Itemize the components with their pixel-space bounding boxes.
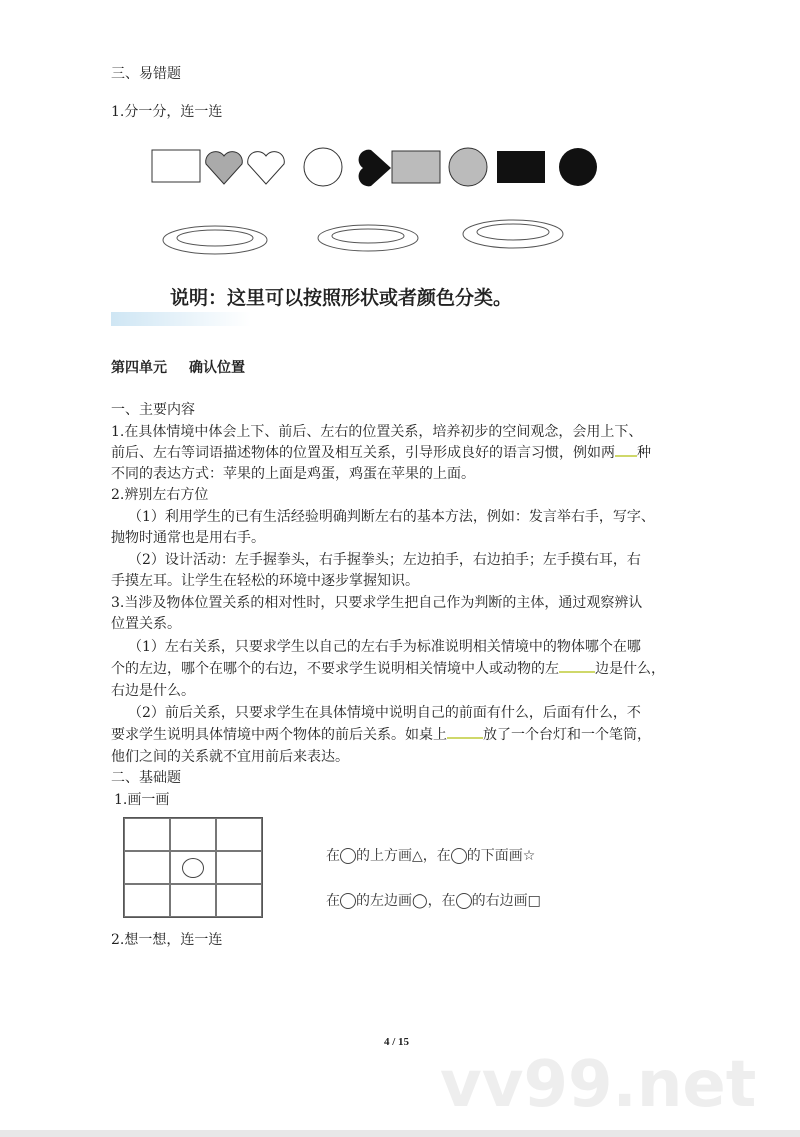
apple-icon [451,848,467,864]
apple-icon [456,893,472,909]
section-title: 三、易错题 [111,66,181,82]
heart-gray [206,152,243,184]
shapes-figure [150,140,600,270]
circle-black [559,148,597,186]
circle-gray [449,148,487,186]
decorative-band [111,312,251,326]
text-line: 他们之间的关系就不宜用前后来表达。 [111,749,349,765]
page-number: 4 / 15 [384,1036,410,1048]
text-line: （2）前后关系，只要求学生在具体情境中说明自己的前面有什么，后面有什么，不 [128,705,641,721]
text-line: 3.当涉及物体位置关系的相对性时，只要求学生把自己作为判断的主体，通过观察辨认 [111,595,643,611]
note-text: 说明：这里可以按照形状或者颜色分类。 [170,287,513,309]
text-line: 要求学生说明具体情境中两个物体的前后关系。如桌上 放了一个台灯和一个笔筒， [111,727,651,743]
apple-icon [340,893,356,909]
question-title: 1.分一分，连一连 [111,104,223,120]
unit-title [111,358,245,379]
basic-heading: 二、基础题 [111,770,181,786]
main-heading: 一、主要内容 [111,402,195,418]
question-title: 1.画一画 [114,792,170,808]
text-line: （1）利用学生的已有生活经验明确判断左右的基本方法，例如：发言举右手，写字、 [128,509,655,525]
text-line: 2.辨别左右方位 [111,487,209,503]
heart-black [359,150,391,187]
rectangle-white [152,150,200,182]
text-line: （1）左右关系，只要求学生以自己的左右手为标准说明相关情境中的物体哪个在哪 [128,639,641,655]
drawing-grid [123,817,263,918]
rectangle-black [497,151,545,183]
page-bottom-edge [0,1130,800,1137]
text-line: 1.在具体情境中体会上下、前后、左右的位置关系，培养初步的空间观念，会用上下、 [111,424,643,440]
text-line: 右边是什么。 [111,683,195,699]
text-line: 抛物时通常也是用右手。 [111,530,265,546]
rectangle-gray [392,151,440,183]
text-line: 不同的表达方式：苹果的上面是鸡蛋，鸡蛋在苹果的上面。 [111,466,475,482]
text-line: 个的左边，哪个在哪个的右边，不要求学生说明相关情境中人或动物的左 边是什么， [111,661,665,677]
text-line: 手摸左耳。让学生在轻松的环境中逐步掌握知识。 [111,573,419,589]
apple-icon [182,858,204,878]
unit-subtitle: 确认位置 [189,360,245,376]
heart-white [248,152,285,184]
apple-icon [340,848,356,864]
circle-white [304,148,342,186]
text-line: 位置关系。 [111,616,181,632]
plates [163,220,563,254]
text-line: （2）设计活动：左手握拳头，右手握拳头；左边拍手，右边拍手；左手摸右耳，右 [128,552,641,568]
unit-number: 第四单元 [111,360,167,376]
instruction-line: 在 的上方画△，在 的下面画☆ [326,848,536,864]
instruction-line: 在 的左边画◯，在 的右边画□ [326,893,541,909]
text-line: 前后、左右等词语描述物体的位置及相互关系，引导形成良好的语言习惯，例如两 种 [111,445,651,461]
watermark: vv99.net [440,1048,757,1122]
question-title: 2.想一想，连一连 [111,932,223,948]
